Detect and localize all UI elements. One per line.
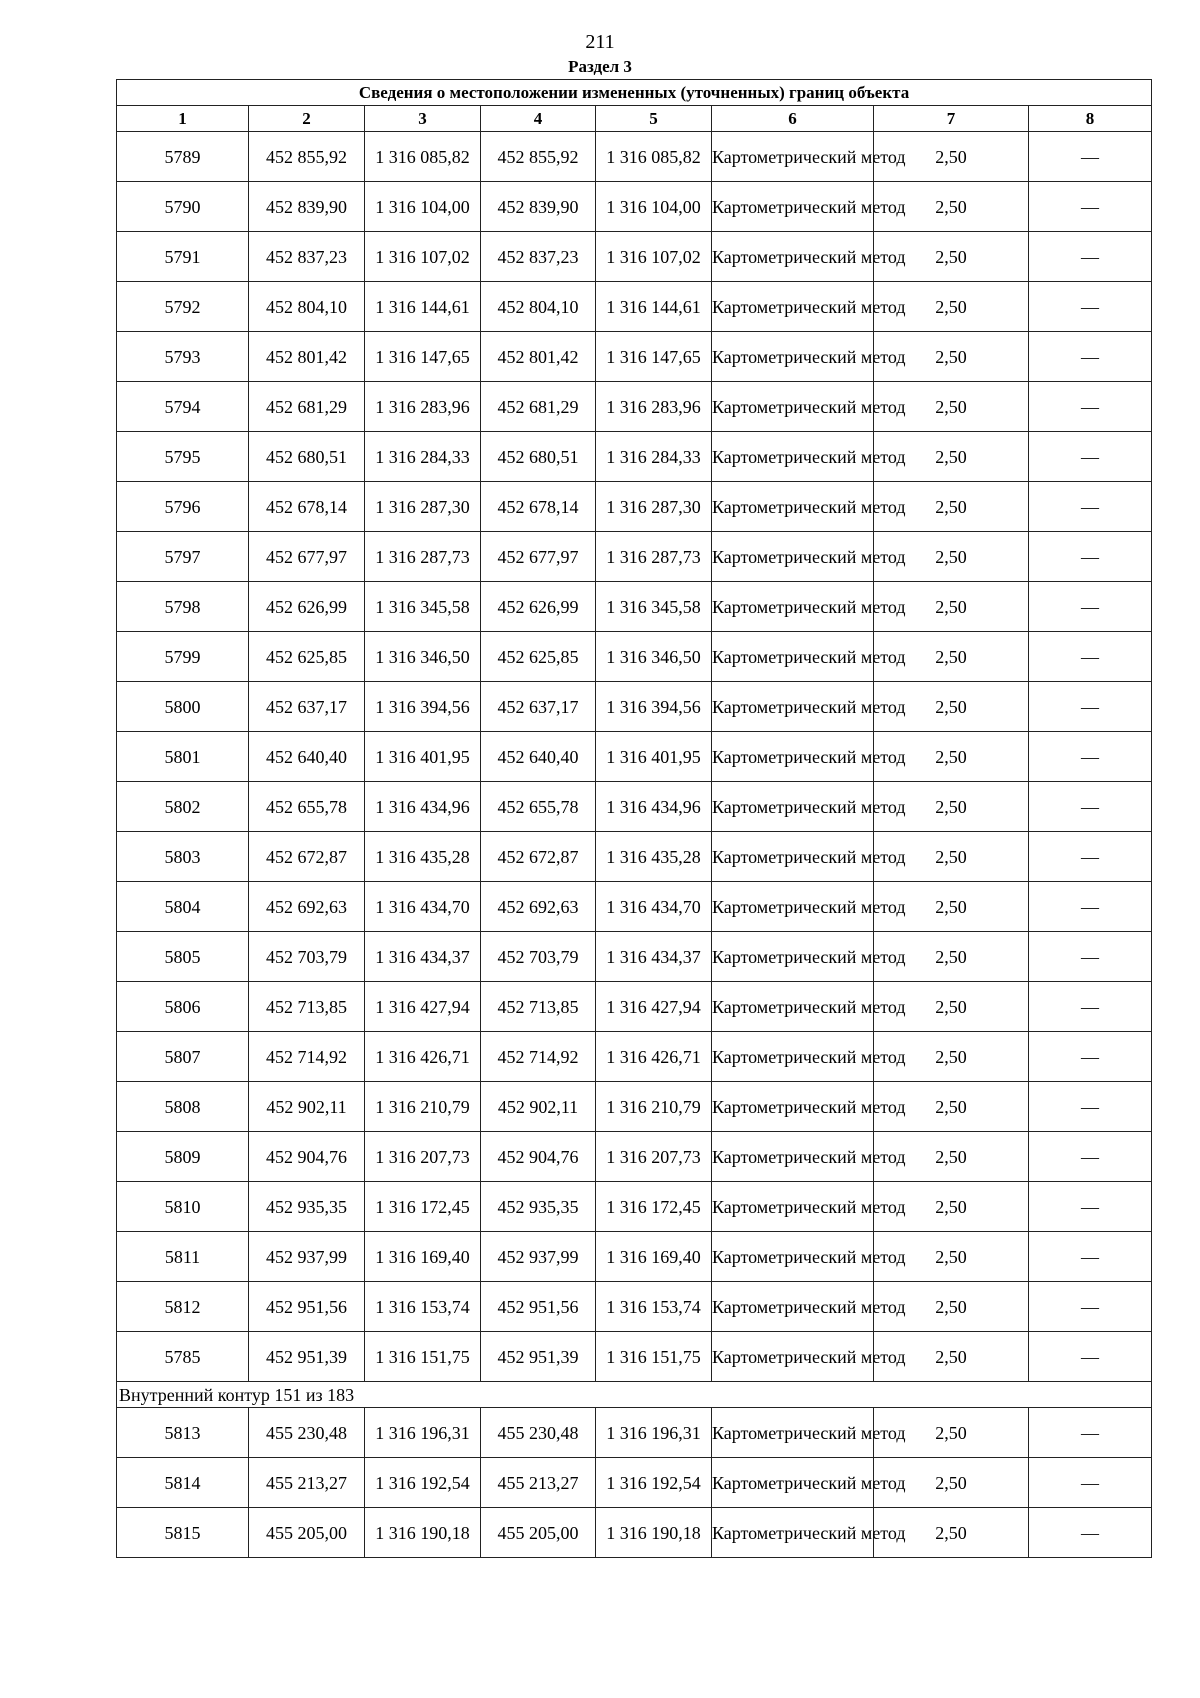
accuracy-cell: 2,50 xyxy=(874,982,1029,1032)
method-cell: Картометрический метод xyxy=(712,432,874,482)
note-cell: — xyxy=(1029,882,1152,932)
y-coordinate-cell: 1 316 287,30 xyxy=(365,482,481,532)
x-coordinate-cell: 452 714,92 xyxy=(249,1032,365,1082)
point-number-cell: 5795 xyxy=(117,432,249,482)
accuracy-cell: 2,50 xyxy=(874,1282,1029,1332)
x-coordinate-cell: 452 692,63 xyxy=(249,882,365,932)
accuracy-cell: 2,50 xyxy=(874,582,1029,632)
note-cell: — xyxy=(1029,482,1152,532)
x-coordinate-cell: 452 937,99 xyxy=(249,1232,365,1282)
point-number-cell: 5791 xyxy=(117,232,249,282)
table-caption-row xyxy=(117,80,1152,106)
x-coordinate-new-cell: 452 902,11 xyxy=(481,1082,596,1132)
y-coordinate-cell: 1 316 207,73 xyxy=(365,1132,481,1182)
accuracy-cell: 2,50 xyxy=(874,632,1029,682)
y-coordinate-cell: 1 316 434,37 xyxy=(365,932,481,982)
column-header: 6 xyxy=(712,106,874,132)
y-coordinate-cell: 1 316 190,18 xyxy=(365,1508,481,1558)
table-row xyxy=(117,1282,1152,1332)
table-caption: Сведения о местоположении измененных (уточненных) границ объекта xyxy=(117,80,1152,106)
table-row xyxy=(117,832,1152,882)
y-coordinate-new-cell: 1 316 153,74 xyxy=(596,1282,712,1332)
y-coordinate-new-cell: 1 316 107,02 xyxy=(596,232,712,282)
x-coordinate-cell: 452 677,97 xyxy=(249,532,365,582)
note-cell: — xyxy=(1029,732,1152,782)
table-row xyxy=(117,232,1152,282)
method-cell: Картометрический метод xyxy=(712,532,874,582)
y-coordinate-cell: 1 316 169,40 xyxy=(365,1232,481,1282)
y-coordinate-new-cell: 1 316 427,94 xyxy=(596,982,712,1032)
x-coordinate-cell: 452 713,85 xyxy=(249,982,365,1032)
note-cell: — xyxy=(1029,332,1152,382)
table-row xyxy=(117,532,1152,582)
y-coordinate-new-cell: 1 316 345,58 xyxy=(596,582,712,632)
accuracy-cell: 2,50 xyxy=(874,1082,1029,1132)
point-number-cell: 5793 xyxy=(117,332,249,382)
method-cell: Картометрический метод xyxy=(712,1082,874,1132)
point-number-cell: 5789 xyxy=(117,132,249,182)
y-coordinate-cell: 1 316 427,94 xyxy=(365,982,481,1032)
x-coordinate-new-cell: 455 213,27 xyxy=(481,1458,596,1508)
point-number-cell: 5807 xyxy=(117,1032,249,1082)
table-row xyxy=(117,682,1152,732)
table-row xyxy=(117,632,1152,682)
x-coordinate-new-cell: 452 714,92 xyxy=(481,1032,596,1082)
accuracy-cell: 2,50 xyxy=(874,1232,1029,1282)
y-coordinate-new-cell: 1 316 284,33 xyxy=(596,432,712,482)
point-number-cell: 5812 xyxy=(117,1282,249,1332)
y-coordinate-new-cell: 1 316 104,00 xyxy=(596,182,712,232)
note-cell: — xyxy=(1029,1408,1152,1458)
x-coordinate-new-cell: 452 937,99 xyxy=(481,1232,596,1282)
x-coordinate-new-cell: 452 855,92 xyxy=(481,132,596,182)
table-row xyxy=(117,1408,1152,1458)
x-coordinate-cell: 452 837,23 xyxy=(249,232,365,282)
y-coordinate-new-cell: 1 316 287,73 xyxy=(596,532,712,582)
x-coordinate-new-cell: 452 951,39 xyxy=(481,1332,596,1382)
x-coordinate-cell: 452 902,11 xyxy=(249,1082,365,1132)
method-cell: Картометрический метод xyxy=(712,932,874,982)
y-coordinate-new-cell: 1 316 401,95 xyxy=(596,732,712,782)
table-row xyxy=(117,1082,1152,1132)
accuracy-cell: 2,50 xyxy=(874,882,1029,932)
point-number-cell: 5803 xyxy=(117,832,249,882)
y-coordinate-cell: 1 316 196,31 xyxy=(365,1408,481,1458)
y-coordinate-new-cell: 1 316 394,56 xyxy=(596,682,712,732)
accuracy-cell: 2,50 xyxy=(874,432,1029,482)
x-coordinate-cell: 452 801,42 xyxy=(249,332,365,382)
x-coordinate-cell: 452 681,29 xyxy=(249,382,365,432)
y-coordinate-cell: 1 316 401,95 xyxy=(365,732,481,782)
x-coordinate-cell: 452 855,92 xyxy=(249,132,365,182)
note-cell: — xyxy=(1029,432,1152,482)
note-cell: — xyxy=(1029,282,1152,332)
table-row xyxy=(117,282,1152,332)
method-cell: Картометрический метод xyxy=(712,732,874,782)
accuracy-cell: 2,50 xyxy=(874,132,1029,182)
table-row xyxy=(117,1132,1152,1182)
x-coordinate-cell: 452 655,78 xyxy=(249,782,365,832)
accuracy-cell: 2,50 xyxy=(874,232,1029,282)
point-number-cell: 5806 xyxy=(117,982,249,1032)
y-coordinate-cell: 1 316 210,79 xyxy=(365,1082,481,1132)
accuracy-cell: 2,50 xyxy=(874,732,1029,782)
x-coordinate-new-cell: 452 804,10 xyxy=(481,282,596,332)
y-coordinate-cell: 1 316 346,50 xyxy=(365,632,481,682)
contour-row xyxy=(117,1382,1152,1408)
y-coordinate-new-cell: 1 316 346,50 xyxy=(596,632,712,682)
method-cell: Картометрический метод xyxy=(712,582,874,632)
x-coordinate-new-cell: 452 678,14 xyxy=(481,482,596,532)
contour-label: Внутренний контур 151 из 183 xyxy=(117,1382,1152,1408)
note-cell: — xyxy=(1029,1182,1152,1232)
accuracy-cell: 2,50 xyxy=(874,1508,1029,1558)
method-cell: Картометрический метод xyxy=(712,1508,874,1558)
column-header: 4 xyxy=(481,106,596,132)
point-number-cell: 5785 xyxy=(117,1332,249,1382)
method-cell: Картометрический метод xyxy=(712,1132,874,1182)
note-cell: — xyxy=(1029,1282,1152,1332)
method-cell: Картометрический метод xyxy=(712,832,874,882)
y-coordinate-cell: 1 316 104,00 xyxy=(365,182,481,232)
point-number-cell: 5813 xyxy=(117,1408,249,1458)
column-header-row xyxy=(117,106,1152,132)
x-coordinate-cell: 452 678,14 xyxy=(249,482,365,532)
x-coordinate-cell: 452 839,90 xyxy=(249,182,365,232)
coordinates-table xyxy=(116,79,1152,1558)
x-coordinate-cell: 452 626,99 xyxy=(249,582,365,632)
accuracy-cell: 2,50 xyxy=(874,382,1029,432)
y-coordinate-cell: 1 316 153,74 xyxy=(365,1282,481,1332)
y-coordinate-new-cell: 1 316 434,96 xyxy=(596,782,712,832)
x-coordinate-new-cell: 452 801,42 xyxy=(481,332,596,382)
table-row xyxy=(117,982,1152,1032)
accuracy-cell: 2,50 xyxy=(874,282,1029,332)
accuracy-cell: 2,50 xyxy=(874,1182,1029,1232)
point-number-cell: 5799 xyxy=(117,632,249,682)
y-coordinate-cell: 1 316 284,33 xyxy=(365,432,481,482)
x-coordinate-new-cell: 455 230,48 xyxy=(481,1408,596,1458)
y-coordinate-cell: 1 316 345,58 xyxy=(365,582,481,632)
section-title: Раздел 3 xyxy=(568,57,632,76)
y-coordinate-cell: 1 316 434,96 xyxy=(365,782,481,832)
table-row xyxy=(117,1182,1152,1232)
y-coordinate-cell: 1 316 144,61 xyxy=(365,282,481,332)
table-row xyxy=(117,882,1152,932)
note-cell: — xyxy=(1029,132,1152,182)
method-cell: Картометрический метод xyxy=(712,232,874,282)
y-coordinate-new-cell: 1 316 426,71 xyxy=(596,1032,712,1082)
x-coordinate-new-cell: 452 951,56 xyxy=(481,1282,596,1332)
table-row xyxy=(117,1458,1152,1508)
note-cell: — xyxy=(1029,832,1152,882)
table-row xyxy=(117,1332,1152,1382)
table-row xyxy=(117,1508,1152,1558)
y-coordinate-cell: 1 316 394,56 xyxy=(365,682,481,732)
y-coordinate-new-cell: 1 316 210,79 xyxy=(596,1082,712,1132)
x-coordinate-new-cell: 452 703,79 xyxy=(481,932,596,982)
note-cell: — xyxy=(1029,1232,1152,1282)
method-cell: Картометрический метод xyxy=(712,182,874,232)
accuracy-cell: 2,50 xyxy=(874,682,1029,732)
method-cell: Картометрический метод xyxy=(712,982,874,1032)
note-cell: — xyxy=(1029,382,1152,432)
y-coordinate-new-cell: 1 316 147,65 xyxy=(596,332,712,382)
x-coordinate-cell: 452 804,10 xyxy=(249,282,365,332)
accuracy-cell: 2,50 xyxy=(874,1032,1029,1082)
method-cell: Картометрический метод xyxy=(712,1408,874,1458)
note-cell: — xyxy=(1029,582,1152,632)
x-coordinate-new-cell: 452 681,29 xyxy=(481,382,596,432)
method-cell: Картометрический метод xyxy=(712,1282,874,1332)
method-cell: Картометрический метод xyxy=(712,1458,874,1508)
y-coordinate-new-cell: 1 316 151,75 xyxy=(596,1332,712,1382)
point-number-cell: 5804 xyxy=(117,882,249,932)
column-header: 1 xyxy=(117,106,249,132)
x-coordinate-new-cell: 452 935,35 xyxy=(481,1182,596,1232)
table-row xyxy=(117,432,1152,482)
y-coordinate-new-cell: 1 316 172,45 xyxy=(596,1182,712,1232)
x-coordinate-new-cell: 452 680,51 xyxy=(481,432,596,482)
y-coordinate-cell: 1 316 283,96 xyxy=(365,382,481,432)
note-cell: — xyxy=(1029,232,1152,282)
y-coordinate-new-cell: 1 316 144,61 xyxy=(596,282,712,332)
x-coordinate-new-cell: 452 839,90 xyxy=(481,182,596,232)
point-number-cell: 5797 xyxy=(117,532,249,582)
accuracy-cell: 2,50 xyxy=(874,1408,1029,1458)
x-coordinate-cell: 452 625,85 xyxy=(249,632,365,682)
point-number-cell: 5811 xyxy=(117,1232,249,1282)
table-row xyxy=(117,582,1152,632)
point-number-cell: 5798 xyxy=(117,582,249,632)
accuracy-cell: 2,50 xyxy=(874,532,1029,582)
point-number-cell: 5801 xyxy=(117,732,249,782)
x-coordinate-cell: 452 640,40 xyxy=(249,732,365,782)
note-cell: — xyxy=(1029,1508,1152,1558)
accuracy-cell: 2,50 xyxy=(874,832,1029,882)
x-coordinate-new-cell: 452 637,17 xyxy=(481,682,596,732)
x-coordinate-new-cell: 452 713,85 xyxy=(481,982,596,1032)
method-cell: Картометрический метод xyxy=(712,682,874,732)
note-cell: — xyxy=(1029,632,1152,682)
y-coordinate-cell: 1 316 435,28 xyxy=(365,832,481,882)
method-cell: Картометрический метод xyxy=(712,782,874,832)
accuracy-cell: 2,50 xyxy=(874,482,1029,532)
table-row xyxy=(117,132,1152,182)
y-coordinate-cell: 1 316 151,75 xyxy=(365,1332,481,1382)
point-number-cell: 5796 xyxy=(117,482,249,532)
y-coordinate-new-cell: 1 316 196,31 xyxy=(596,1408,712,1458)
method-cell: Картометрический метод xyxy=(712,1182,874,1232)
accuracy-cell: 2,50 xyxy=(874,1332,1029,1382)
note-cell: — xyxy=(1029,1332,1152,1382)
column-header: 3 xyxy=(365,106,481,132)
table-row xyxy=(117,782,1152,832)
column-header: 2 xyxy=(249,106,365,132)
x-coordinate-cell: 452 935,35 xyxy=(249,1182,365,1232)
table-row xyxy=(117,332,1152,382)
note-cell: — xyxy=(1029,782,1152,832)
note-cell: — xyxy=(1029,932,1152,982)
x-coordinate-new-cell: 452 640,40 xyxy=(481,732,596,782)
method-cell: Картометрический метод xyxy=(712,332,874,382)
accuracy-cell: 2,50 xyxy=(874,182,1029,232)
y-coordinate-cell: 1 316 172,45 xyxy=(365,1182,481,1232)
accuracy-cell: 2,50 xyxy=(874,1132,1029,1182)
x-coordinate-cell: 452 703,79 xyxy=(249,932,365,982)
note-cell: — xyxy=(1029,982,1152,1032)
note-cell: — xyxy=(1029,182,1152,232)
point-number-cell: 5814 xyxy=(117,1458,249,1508)
x-coordinate-cell: 452 904,76 xyxy=(249,1132,365,1182)
x-coordinate-new-cell: 452 672,87 xyxy=(481,832,596,882)
x-coordinate-new-cell: 452 655,78 xyxy=(481,782,596,832)
x-coordinate-new-cell: 455 205,00 xyxy=(481,1508,596,1558)
table-row xyxy=(117,482,1152,532)
x-coordinate-cell: 455 213,27 xyxy=(249,1458,365,1508)
method-cell: Картометрический метод xyxy=(712,1232,874,1282)
y-coordinate-cell: 1 316 192,54 xyxy=(365,1458,481,1508)
point-number-cell: 5792 xyxy=(117,282,249,332)
method-cell: Картометрический метод xyxy=(712,1032,874,1082)
y-coordinate-new-cell: 1 316 283,96 xyxy=(596,382,712,432)
table-row xyxy=(117,382,1152,432)
method-cell: Картометрический метод xyxy=(712,882,874,932)
note-cell: — xyxy=(1029,1032,1152,1082)
method-cell: Картометрический метод xyxy=(712,1332,874,1382)
note-cell: — xyxy=(1029,1132,1152,1182)
y-coordinate-cell: 1 316 147,65 xyxy=(365,332,481,382)
y-coordinate-new-cell: 1 316 434,37 xyxy=(596,932,712,982)
accuracy-cell: 2,50 xyxy=(874,782,1029,832)
x-coordinate-cell: 455 230,48 xyxy=(249,1408,365,1458)
y-coordinate-new-cell: 1 316 190,18 xyxy=(596,1508,712,1558)
x-coordinate-new-cell: 452 692,63 xyxy=(481,882,596,932)
table-row xyxy=(117,1232,1152,1282)
x-coordinate-new-cell: 452 625,85 xyxy=(481,632,596,682)
y-coordinate-new-cell: 1 316 287,30 xyxy=(596,482,712,532)
page-number: 211 xyxy=(585,31,615,53)
y-coordinate-new-cell: 1 316 434,70 xyxy=(596,882,712,932)
x-coordinate-cell: 452 672,87 xyxy=(249,832,365,882)
accuracy-cell: 2,50 xyxy=(874,332,1029,382)
point-number-cell: 5802 xyxy=(117,782,249,832)
y-coordinate-new-cell: 1 316 085,82 xyxy=(596,132,712,182)
y-coordinate-new-cell: 1 316 192,54 xyxy=(596,1458,712,1508)
point-number-cell: 5809 xyxy=(117,1132,249,1182)
note-cell: — xyxy=(1029,532,1152,582)
x-coordinate-cell: 452 951,56 xyxy=(249,1282,365,1332)
method-cell: Картометрический метод xyxy=(712,632,874,682)
y-coordinate-cell: 1 316 434,70 xyxy=(365,882,481,932)
point-number-cell: 5815 xyxy=(117,1508,249,1558)
column-header: 8 xyxy=(1029,106,1152,132)
method-cell: Картометрический метод xyxy=(712,282,874,332)
x-coordinate-cell: 455 205,00 xyxy=(249,1508,365,1558)
method-cell: Картометрический метод xyxy=(712,382,874,432)
y-coordinate-new-cell: 1 316 169,40 xyxy=(596,1232,712,1282)
x-coordinate-cell: 452 951,39 xyxy=(249,1332,365,1382)
point-number-cell: 5790 xyxy=(117,182,249,232)
y-coordinate-cell: 1 316 287,73 xyxy=(365,532,481,582)
accuracy-cell: 2,50 xyxy=(874,1458,1029,1508)
point-number-cell: 5805 xyxy=(117,932,249,982)
table-row xyxy=(117,932,1152,982)
y-coordinate-new-cell: 1 316 435,28 xyxy=(596,832,712,882)
table-row xyxy=(117,732,1152,782)
y-coordinate-new-cell: 1 316 207,73 xyxy=(596,1132,712,1182)
y-coordinate-cell: 1 316 426,71 xyxy=(365,1032,481,1082)
table-row xyxy=(117,182,1152,232)
point-number-cell: 5794 xyxy=(117,382,249,432)
point-number-cell: 5800 xyxy=(117,682,249,732)
x-coordinate-cell: 452 637,17 xyxy=(249,682,365,732)
point-number-cell: 5808 xyxy=(117,1082,249,1132)
column-header: 7 xyxy=(874,106,1029,132)
x-coordinate-new-cell: 452 626,99 xyxy=(481,582,596,632)
note-cell: — xyxy=(1029,682,1152,732)
point-number-cell: 5810 xyxy=(117,1182,249,1232)
x-coordinate-new-cell: 452 677,97 xyxy=(481,532,596,582)
x-coordinate-cell: 452 680,51 xyxy=(249,432,365,482)
table-row xyxy=(117,1032,1152,1082)
x-coordinate-new-cell: 452 837,23 xyxy=(481,232,596,282)
accuracy-cell: 2,50 xyxy=(874,932,1029,982)
method-cell: Картометрический метод xyxy=(712,132,874,182)
y-coordinate-cell: 1 316 085,82 xyxy=(365,132,481,182)
note-cell: — xyxy=(1029,1458,1152,1508)
x-coordinate-new-cell: 452 904,76 xyxy=(481,1132,596,1182)
note-cell: — xyxy=(1029,1082,1152,1132)
method-cell: Картометрический метод xyxy=(712,482,874,532)
column-header: 5 xyxy=(596,106,712,132)
y-coordinate-cell: 1 316 107,02 xyxy=(365,232,481,282)
